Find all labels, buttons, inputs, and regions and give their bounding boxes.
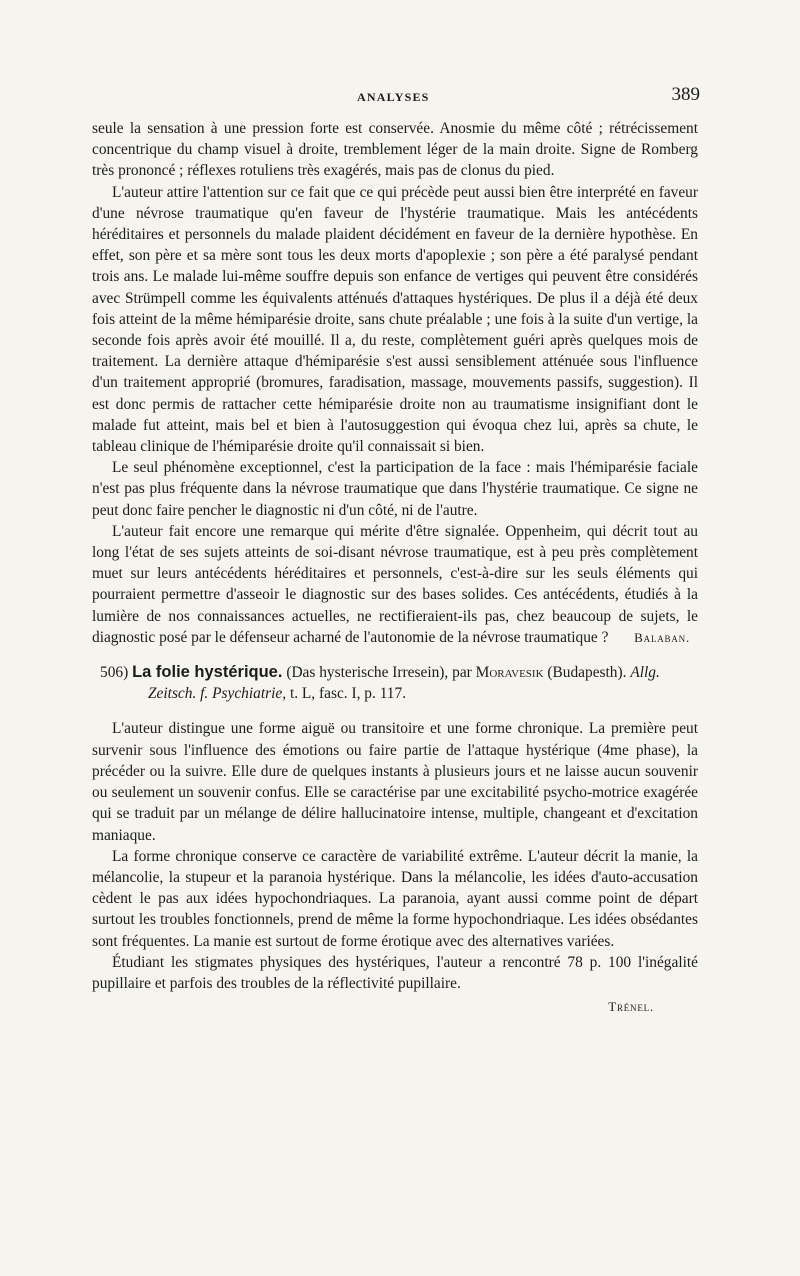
paragraph-4 <box>92 521 698 648</box>
paragraph-6: La forme chronique conserve ce caractère de variabilité extrême. L'auteur décrit la manie, la mélancolie, la stupeur et la paranoia hystérique. Dans la mélancolie, les idées d'auto-accusation cèdent le pas aux idées hypochondriaques. La paranoia, ayant aussi comme point de départ surtout les troubles fonctionnels, prend de même la forme hypochondriaque. Les idées obsédantes sont fréquentes. La manie est surtout de forme érotique avec des alternatives variées. <box>92 847 698 950</box>
entry-journal: Allg. Zeitsch. f. Psychiatrie, <box>148 664 660 703</box>
paragraph-7: Étudiant les stigmates physiques des hystériques, l'auteur a rencontré 78 p. 100 l'inégalité pupillaire et parfois des troubles de la réflectivité pupillaire. <box>92 953 698 992</box>
entry-original-title: (Das hysterische Irresein), par <box>286 664 472 682</box>
paragraph-5: L'auteur distingue une forme aiguë ou transitoire et une forme chronique. La première peut survenir sous l'influence des émotions ou faire partie de l'attaque hystérique (4me phase), la précéder ou la suivre. Elle dure de quelques instants à plusieurs jours et ne laisse aucun souvenir ou seulement un souvenir confus. Elle se caractérise par une excitabilité psycho-motrice exagérée qui se traduit par un mélange de délire hallucinatoire intense, multiple, changeant et d'excitation maniaque. <box>92 720 698 844</box>
paragraph-4-text: L'auteur fait encore une remarque qui mérite d'être signalée. Oppenheim, qui décrit tout au long l'état de ses sujets atteints de soi-disant névrose traumatique, est à peu près complètement muet sur leurs antécédents héréditaires et personnels, c'est-à-dire sur les seuls éléments qui pourraient permettre d'asseoir le diagnostic sur des bases solides. Ces antécédents, étudiés à la lumière de nos connaissances actuelles, ne rectifieraient-ils pas, chez beaucoup de sujets, le diagnostic posé par le défenseur acharné de l'autonomie de la névrose traumatique ? <box>92 522 698 646</box>
entry-heading <box>92 662 698 704</box>
paragraph-1: seule la sensation à une pression forte est conservée. Anosmie du même côté ; rétrécissement concentrique du champ visuel à droite, tremblement léger de la main droite. Signe de Romberg très prononcé ; réflexes rotuliens très exagérés, mais pas de clonus du pied. <box>92 120 698 180</box>
page-header <box>92 84 700 112</box>
paragraph-2: L'auteur attire l'attention sur ce fait que ce qui précède peut aussi bien être interprété en faveur d'une névrose traumatique qu'en faveur de l'hystérie traumatique. Mais les antécédents héréditaires et personnels du malade plaident décidément en faveur de la dernière hypothèse. En effet, son père et sa mère sont tous les deux morts d'apoplexie ; son père a été paralysé pendant trois ans. Le malade lui-même souffre depuis son enfance de vertiges qui peuvent être considérés avec Strümpell comme les équivalents atténués d'attaques hystériques. De plus il a déjà été deux fois atteint de la même hémiparésie droite, sans chute préalable ; une fois à la suite d'un vertige, la seconde fois après avoir été mouillé. Il a, du reste, complètement guéri après quelques mois de traitement. La dernière attaque d'hémiparésie s'est aussi sensiblement atténuée sous l'influence d'un traitement approprié (bromures, faradisation, massage, mouvements passifs, suggestion). Il est donc permis de rattacher cette hémiparésie droite non au traumatisme insignifiant dont le malade fut atteint, mais bel et bien à l'autosuggestion qui évoqua chez lui, après sa chute, le tableau clinique de l'hémiparésie droite qu'il connaissait si bien. <box>92 183 698 456</box>
paragraph-3: Le seul phénomène exceptionnel, c'est la participation de la face : mais l'hémiparésie faciale n'est pas plus fréquente dans la névrose traumatique que dans l'hystérie traumatique. Ce signe ne peut donc faire pencher le diagnostic ni d'un côté, ni de l'autre. <box>92 459 698 519</box>
entry-number: 506) <box>100 664 129 682</box>
signature-trenel: Trénel. <box>608 999 654 1015</box>
signature-balaban: Balaban. <box>634 629 690 645</box>
entry-city: (Budapesth). <box>547 664 627 682</box>
page-number: 389 <box>671 84 700 105</box>
entry-reference: t. L, fasc. I, p. 117. <box>289 685 407 703</box>
entry-title: La folie hystérique. <box>132 663 283 682</box>
running-head: ANALYSES <box>357 90 430 104</box>
page-body <box>92 118 698 1017</box>
entry-author: Moravesik <box>475 664 544 682</box>
